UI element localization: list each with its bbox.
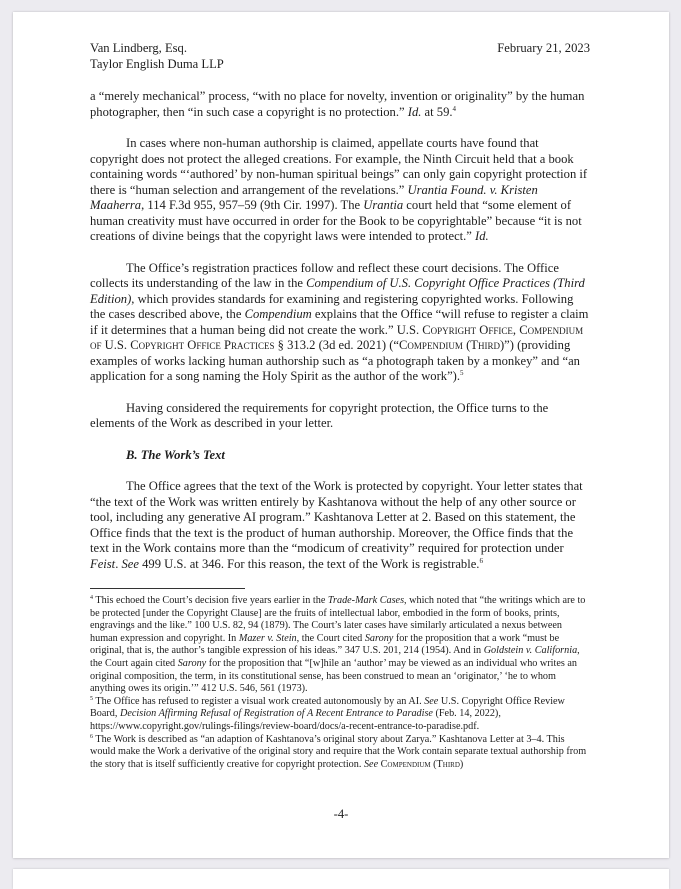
signal-see: See	[424, 695, 439, 707]
case-short-name: Sarony	[177, 657, 207, 669]
footnote-separator	[90, 588, 245, 589]
small-caps-short-citation: Compendium (Third)	[380, 758, 464, 770]
footnote-ref-4[interactable]: 4	[452, 104, 457, 113]
citation-id: Id.	[475, 229, 489, 243]
text-run: , which provides standards for examining and registering copyrighted works. Following the cases described above, the	[90, 291, 574, 321]
text-run: § 313.2 (3d ed. 2021) (“	[274, 338, 400, 352]
text-run: .	[115, 556, 122, 571]
text-run: , 114 F.3d 955, 957–59 (9th Cir. 1997). The	[141, 198, 364, 212]
text-run: , which noted that “the writings which are to be protected [under the Copyright Clause] are the fruits of intellectual labor, embodied in the form of books, prints, engravings and the like.” 100 U.S. 82, 94 (1879). The Court’s later cases have similarly articulated a nexus between human expression and copyright. In	[90, 595, 586, 644]
text-run: The Office’s registration practices follow and reflect these court decisions. The Office collects its understanding of the law in the	[90, 260, 559, 290]
footnote-ref-6[interactable]: 6	[479, 556, 483, 565]
footnote-6	[90, 734, 590, 772]
paragraph-1	[90, 89, 590, 120]
text-run: , the Court again cited	[90, 645, 580, 669]
paragraph-3	[90, 261, 590, 385]
text-run: 499 U.S. at 346. For this reason, the text of the Work is registrable.	[138, 556, 480, 571]
case-short-name: Sarony	[364, 632, 394, 644]
document-page	[13, 12, 669, 858]
text-run: for the proposition that a work “must be original, that is, the author’s tangible expression of his ideas.” 347 U.S. 201, 214 (1954). And in	[90, 632, 560, 657]
case-short-name: Urantia	[363, 198, 404, 212]
signal-see: See	[121, 556, 139, 571]
text-run: a “merely mechanical” process, “with no place for novelty, invention or originality” by the human photographer, then “in such case a copyright is no protection.”	[90, 89, 585, 119]
decision-title: Decision Affirming Refusal of Registration of A Recent Entrance to Paradise	[120, 708, 433, 720]
case-citation: Goldstein v. California	[483, 645, 578, 657]
footnote-number: 6	[90, 733, 93, 740]
letter-header	[90, 41, 590, 72]
next-page-edge	[13, 869, 669, 889]
case-citation: Mazer v. Stein	[238, 632, 297, 644]
paragraph-4: Having considered the requirements for copyright protection, the Office turns to the elements of the Work as described in your letter.	[90, 400, 549, 430]
page-number: -4-	[333, 807, 349, 821]
recipient-block	[90, 41, 224, 72]
small-caps-citation: U.S. Copyright Office, Compendium of U.S. Copyright Office Practices	[90, 322, 584, 352]
text-run: U.S. Copyright Office Review Board,	[90, 695, 565, 720]
text-run: ”) (providing examples of works lacking human authorship such as “a photograph taken by a monkey” and “an application for a song naming the Holy Spirit as the author of the work”).	[90, 338, 580, 383]
text-run: at 59.	[421, 104, 453, 119]
footnotes	[90, 595, 590, 771]
footnote-4	[90, 595, 590, 696]
text-run: The Office has refused to register a visual work created autonomously by an AI.	[93, 695, 425, 707]
publication-short-title: Compendium	[244, 307, 312, 321]
footnote-5	[90, 696, 590, 734]
text-run: for the proposition that “[w]hile an ‘author’ may be viewed as an individual who writes an original composition, the term, in its constitutional sense, has been construed to mean an ‘originator,’ ‘he to whom anything owes its origin.’” 412 U.S. 546, 561 (1973).	[90, 657, 577, 695]
recipient-name: Van Lindberg, Esq.	[90, 41, 188, 55]
publication-title: Compendium of U.S. Copyright Office Practices (Third Edition)	[90, 276, 585, 306]
letter-date: February 21, 2023	[497, 41, 590, 55]
signal-see: See	[363, 758, 379, 770]
footnote-ref-5[interactable]: 5	[460, 369, 464, 377]
text-run: , the Court cited	[296, 632, 365, 644]
paragraph-2	[90, 136, 590, 245]
footnote-number: 4	[90, 595, 93, 601]
case-citation: Trade-Mark Cases	[327, 595, 405, 606]
small-caps-short-citation: Compendium (Third)	[399, 338, 505, 352]
citation-id: Id.	[407, 104, 422, 119]
footnote-number: 5	[90, 695, 93, 702]
text-run: The Work is described as “an adaption of Kashtanova’s original story about Zarya.” Kashtanova Letter at 3–4. This would make the Work a derivative of the original story and require that the Work contain separate textual authorship from the story that is itself sufficiently creative for copyright protection.	[90, 733, 587, 770]
case-citation: Urantia Found. v. Kristen Maaherra	[90, 182, 538, 212]
text-run-with-url: (Feb. 14, 2022), https://www.copyright.gov/rulings-filings/review-board/docs/a-recent-entrance-to-paradise.pdf.	[90, 708, 501, 732]
page-content	[90, 41, 590, 771]
text-run: This echoed the Court’s decision five years earlier in the	[93, 595, 328, 606]
text-run: court held that “some element of human creativity must have occurred in order for the Book to be copyrightable” because “it is not creations of divine beings that the copyright laws were intended to protect.”	[90, 198, 582, 243]
text-run: explains that the Office “will refuse to register a claim if it determines that a human being did not create the work.”	[90, 307, 589, 337]
section-heading-b: B. The Work’s Text	[126, 447, 225, 462]
case-short-name: Feist	[90, 556, 116, 571]
text-run: The Office agrees that the text of the Work is protected by copyright. Your letter states that “the text of the Work was written entirely by Kashtanova without the help of any other source or tool, including any generative AI program.” Kashtanova Letter at 2. Based on this statement, the Office finds that the text is the product of human authorship. Moreover, the Office finds that the text in the Work contains more than the “modicum of creativity” required for protection under	[90, 479, 583, 555]
paragraph-5	[90, 479, 590, 572]
text-run: In cases where non-human authorship is claimed, appellate courts have found that copyright does not protect the alleged creations. For example, the Ninth Circuit held that a book containing words “‘authored’ by non-human spiritual beings” can only gain copyright protection if there is “human selection and arrangement of the revelations.”	[90, 136, 588, 197]
recipient-firm: Taylor English Duma LLP	[90, 56, 224, 71]
